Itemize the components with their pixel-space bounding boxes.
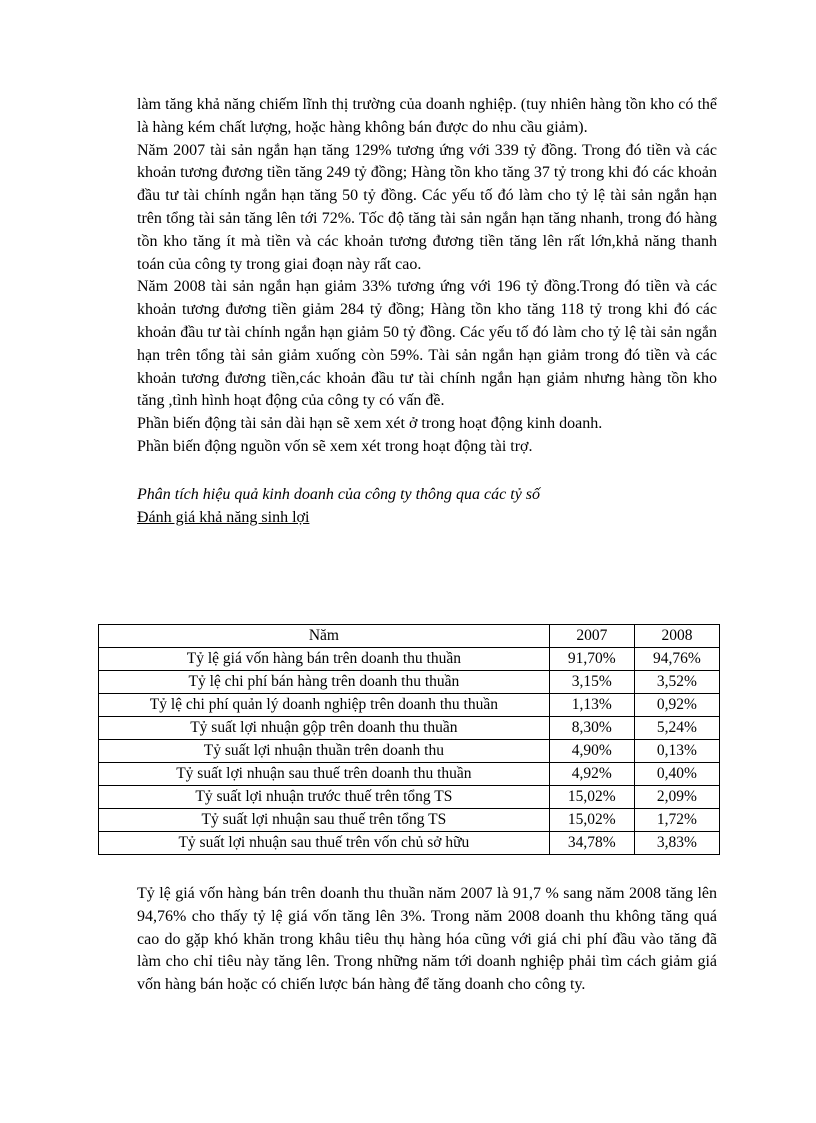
value-2007: 34,78% (549, 832, 634, 855)
value-2008: 1,72% (634, 809, 719, 832)
table-row (99, 648, 720, 671)
value-2008: 0,40% (634, 763, 719, 786)
analysis-section (137, 883, 721, 997)
value-2008: 3,52% (634, 671, 719, 694)
table-row (99, 809, 720, 832)
row-label: Tỷ suất lợi nhuận thuần trên doanh thu (99, 740, 550, 763)
value-2008: 0,92% (634, 694, 719, 717)
value-2007: 8,30% (549, 717, 634, 740)
paragraph-2008-assets: Năm 2008 tài sản ngắn hạn giảm 33% tương ứng với 196 tỷ đồng.Trong đó tiền và các khoản tương đương tiền giảm 284 tỷ đồng; Hàng tồn kho tăng 118 tỷ trong khi đó các khoản đầu tư tài chính ngắn hạn giảm 50 tỷ đồng. Các yếu tố đó làm cho tỷ lệ tài sản ngắn hạn trên tổng tài sản giảm xuống còn 59%. Tài sản ngắn hạn giảm trong đó tiền và các khoản tương đương tiền,các khoản đầu tư tài chính ngắn hạn giảm nhưng hàng tồn kho tăng ,tình hình hoạt động của công ty có vấn đề. (137, 278, 721, 410)
value-2008: 0,13% (634, 740, 719, 763)
profitability-table (98, 624, 720, 855)
value-2008: 5,24% (634, 717, 719, 740)
value-2007: 1,13% (549, 694, 634, 717)
table-row (99, 786, 720, 809)
value-2007: 15,02% (549, 786, 634, 809)
paragraph-cogs-analysis: Tỷ lệ giá vốn hàng bán trên doanh thu thuần năm 2007 là 91,7 % sang năm 2008 tăng lên 94,76% cho thấy tỷ lệ giá vốn tăng lên 3%. Trong năm 2008 doanh thu không tăng quá cao do gặp khó khăn trong khâu tiêu thụ hàng hóa cũng với giá chi phí đầu vào tăng đã làm cho chỉ tiêu này tăng lên. Trong những năm tới doanh nghiệp phải tìm cách giảm giá vốn hàng bán hoặc có chiến lược bán hàng để tăng doanh cho công ty. (137, 885, 721, 994)
value-2007: 15,02% (549, 809, 634, 832)
header-2008: 2008 (634, 625, 719, 648)
row-label: Tỷ suất lợi nhuận sau thuế trên tổng TS (99, 809, 550, 832)
paragraph-inventory-note: làm tăng khả năng chiếm lĩnh thị trường của doanh nghiệp. (tuy nhiên hàng tồn kho có thể là hàng kém chất lượng, hoặc hàng không bán được do nhu cầu giảm). (137, 96, 725, 136)
subsection-title: Đánh giá khả năng sinh lợi (137, 508, 310, 526)
row-label: Tỷ suất lợi nhuận sau thuế trên vốn chủ sở hữu (99, 832, 550, 855)
value-2008: 2,09% (634, 786, 719, 809)
table-row (99, 671, 720, 694)
value-2007: 3,15% (549, 671, 634, 694)
value-2007: 91,70% (549, 648, 634, 671)
row-label: Tỷ lệ chi phí bán hàng trên doanh thu thuần (99, 671, 550, 694)
row-label: Tỷ suất lợi nhuận sau thuế trên doanh thu thuần (99, 763, 550, 786)
paragraph-2007-assets: Năm 2007 tài sản ngắn hạn tăng 129% tương ứng với 339 tỷ đồng. Trong đó tiền và các khoản tương đương tiền tăng 249 tỷ đồng; Hàng tồn kho tăng 37 tỷ trong khi đó các khoản đầu tư tài chính ngắn hạn tăng 50 tỷ đồng. Các yếu tố đó làm cho tỷ lệ tài sản ngắn hạn trên tổng tài sản tăng lên tới 72%. Tốc độ tăng tài sản ngắn hạn tăng nhanh, trong đó hàng tồn kho tăng ít mà tiền và các khoản tương đương tiền tăng lên rất lớn,khả năng thanh toán của công ty trong giai đoạn này rất cao. (137, 141, 721, 273)
value-2008: 94,76% (634, 648, 719, 671)
section-title: Phân tích hiệu quả kinh doanh của công ty thông qua các tỷ số (137, 485, 541, 503)
value-2007: 4,90% (549, 740, 634, 763)
table-row (99, 717, 720, 740)
row-label: Tỷ lệ giá vốn hàng bán trên doanh thu thuần (99, 648, 550, 671)
table-row (99, 832, 720, 855)
table-row (99, 763, 720, 786)
row-label: Tỷ suất lợi nhuận gộp trên doanh thu thuần (99, 717, 550, 740)
value-2008: 3,83% (634, 832, 719, 855)
table-row (99, 740, 720, 763)
header-2007: 2007 (549, 625, 634, 648)
paragraph-long-term-assets: Phần biến động tài sản dài hạn sẽ xem xét ở trong hoạt động kinh doanh. (137, 415, 603, 433)
row-label: Tỷ lệ chi phí quản lý doanh nghiệp trên doanh thu thuần (99, 694, 550, 717)
table-header-row (99, 625, 720, 648)
header-year: Năm (99, 625, 550, 648)
table-row (99, 694, 720, 717)
row-label: Tỷ suất lợi nhuận trước thuế trên tổng TS (99, 786, 550, 809)
value-2007: 4,92% (549, 763, 634, 786)
document-body (137, 94, 725, 529)
paragraph-capital-sources: Phần biến động nguồn vốn sẽ xem xét trong hoạt động tài trợ. (137, 437, 533, 455)
